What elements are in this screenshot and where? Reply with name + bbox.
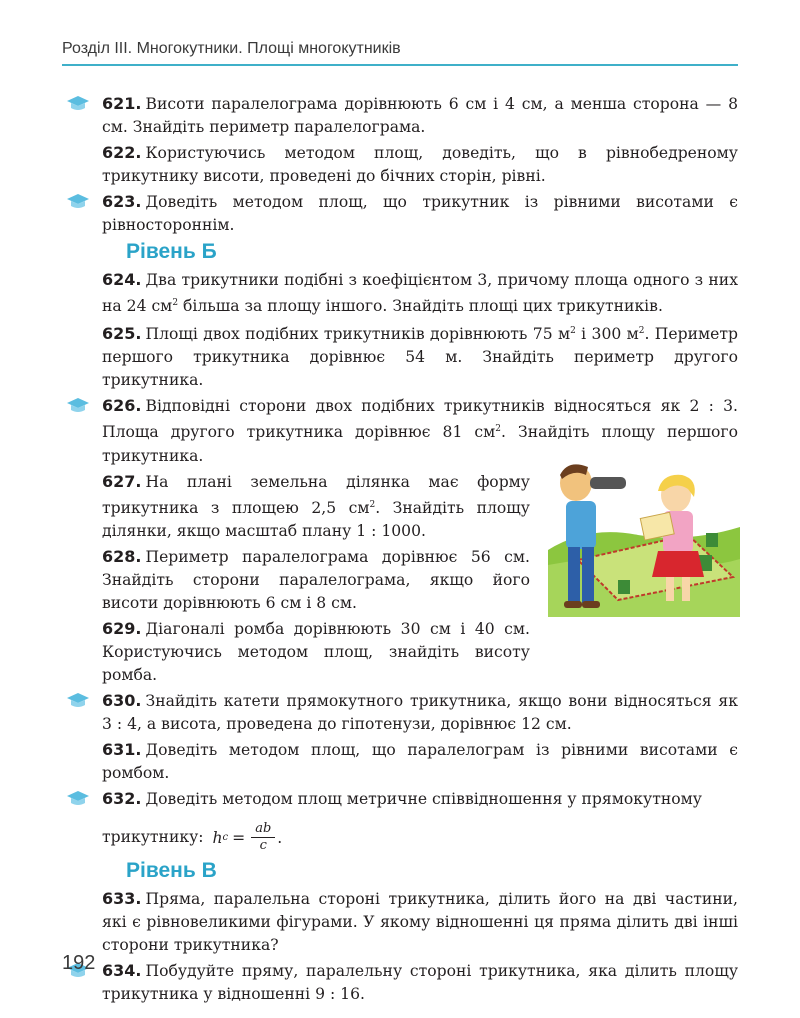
problem-631 (102, 738, 738, 785)
formula-denominator: c (259, 838, 267, 854)
formula-end: . (277, 828, 283, 847)
problem-text: трикутнику: (102, 827, 204, 846)
graduation-cap-icon (66, 692, 90, 710)
running-header: Розділ ІІІ. Многокутники. Площі многокутників (62, 40, 401, 57)
problem-text: Побудуйте пряму, паралельну стороні трикутника, яка ділить площу трикутника у відношенні 9 : 16. (102, 961, 738, 1003)
problem-text: Доведіть методом площ, що трикутник із рівними висотами є рівностороннім. (102, 193, 738, 234)
header-rule (62, 64, 738, 66)
formula (212, 820, 282, 856)
problem-text: Периметр паралелограма дорівнює 56 см. Знайдіть сторони паралелограма, якщо його висоти дорівнюють 6 см і 8 см. (102, 547, 530, 612)
level-b-heading: Рівень Б (126, 240, 217, 263)
problem-text: Доведіть методом площ метричне співвідношення у прямокутному (145, 789, 702, 808)
problem-text: Діагоналі ромба дорівнюють 30 см і 40 см. Користуючись методом площ, знайдіть висоту ромба. (102, 619, 530, 684)
problem-630 (102, 689, 738, 736)
problem-number: 631. (102, 739, 142, 759)
problem-number: 634. (102, 960, 142, 980)
problem-number: 624. (102, 270, 142, 289)
problem-text: Відповідні сторони двох подібних трикутників відносяться як 2 : 3. Площа другого трикутника дорівнює 81 см (102, 397, 738, 442)
problem-632 (102, 787, 738, 856)
problem-634 (102, 959, 738, 1006)
problem-number: 629. (102, 618, 142, 638)
graduation-cap-icon (66, 790, 90, 808)
problem-625 (102, 320, 738, 392)
superscript: 2 (369, 499, 376, 510)
level-v-heading: Рівень В (126, 858, 217, 882)
problem-number: 632. (102, 788, 142, 808)
graduation-cap-icon (66, 397, 90, 415)
superscript: 2 (638, 326, 645, 337)
problem-633 (102, 887, 738, 957)
problem-text: . Знайдіть площу першого трикутника. (102, 423, 738, 465)
children-surveying-illustration (548, 455, 740, 617)
problem-number: 622. (102, 143, 142, 162)
problem-text: Знайдіть катети прямокутного трикутника, якщо вони відносяться як 3 : 4, а висота, проведена до гіпотенузи, дорівнює 12 см. (102, 691, 738, 733)
graduation-cap-icon (66, 95, 90, 113)
problem-number: 626. (102, 396, 142, 416)
formula-equals: = (232, 828, 246, 847)
superscript: 2 (570, 326, 576, 337)
problem-text: Площі двох подібних трикутників дорівнюють 75 м (145, 325, 571, 344)
problem-number: 625. (102, 324, 142, 344)
problem-number: 633. (102, 888, 142, 908)
problem-627 (102, 470, 530, 543)
problem-text: Доведіть методом площ, що паралелограм із рівними висотами є ромбом. (102, 740, 738, 782)
problem-text: Два трикутники подібні з коефіцієнтом 3, причому площа одного з них на 24 см (102, 271, 738, 316)
formula-fraction (251, 821, 275, 854)
superscript: 2 (495, 424, 502, 435)
problem-text: і 300 м (575, 325, 639, 344)
formula-line (102, 819, 738, 856)
problem-text: Висоти паралелограма дорівнюють 6 см і 4 см, а менша сторона — 8 см. Знайдіть периметр паралелограма. (102, 95, 738, 136)
problem-number: 628. (102, 546, 142, 566)
formula-numerator: ab (251, 821, 275, 838)
problem-text: Пряма, паралельна стороні трикутника, ділить його на дві частини, які є рівновеликими фігурами. У якому відношенні ця пряма ділить дві інші сторони трикутника? (102, 889, 738, 954)
formula-lhs: h (212, 828, 223, 847)
graduation-cap-icon (66, 193, 90, 211)
problem-text: На плані земельна ділянка має форму трикутника з площею 2,5 см (102, 472, 530, 517)
problem-number: 621. (102, 94, 142, 113)
problem-text: Користуючись методом площ, доведіть, що в рівнобедреному трикутнику висоти, проведені до бічних сторін, рівні. (102, 144, 738, 185)
problem-628 (102, 545, 530, 615)
problem-629 (102, 617, 530, 687)
problem-number: 623. (102, 192, 142, 211)
page-number: 192 (62, 952, 96, 974)
problem-621 (102, 92, 738, 139)
problem-text: більша за площу іншого. Знайдіть площі цих трикутників. (178, 297, 663, 316)
problem-622 (102, 141, 738, 188)
problem-text: . Периметр першого трикутника дорівнює 54 м. Знайдіть периметр другого трикутника. (102, 325, 738, 390)
problem-623 (102, 190, 738, 237)
problem-text: . Знайдіть площу ділянки, якщо масштаб плану 1 : 1000. (102, 498, 530, 540)
formula-subscript: c (222, 831, 229, 843)
problem-624 (102, 268, 738, 318)
superscript: 2 (172, 298, 179, 308)
problem-number: 627. (102, 471, 142, 491)
problem-number: 630. (102, 690, 142, 710)
